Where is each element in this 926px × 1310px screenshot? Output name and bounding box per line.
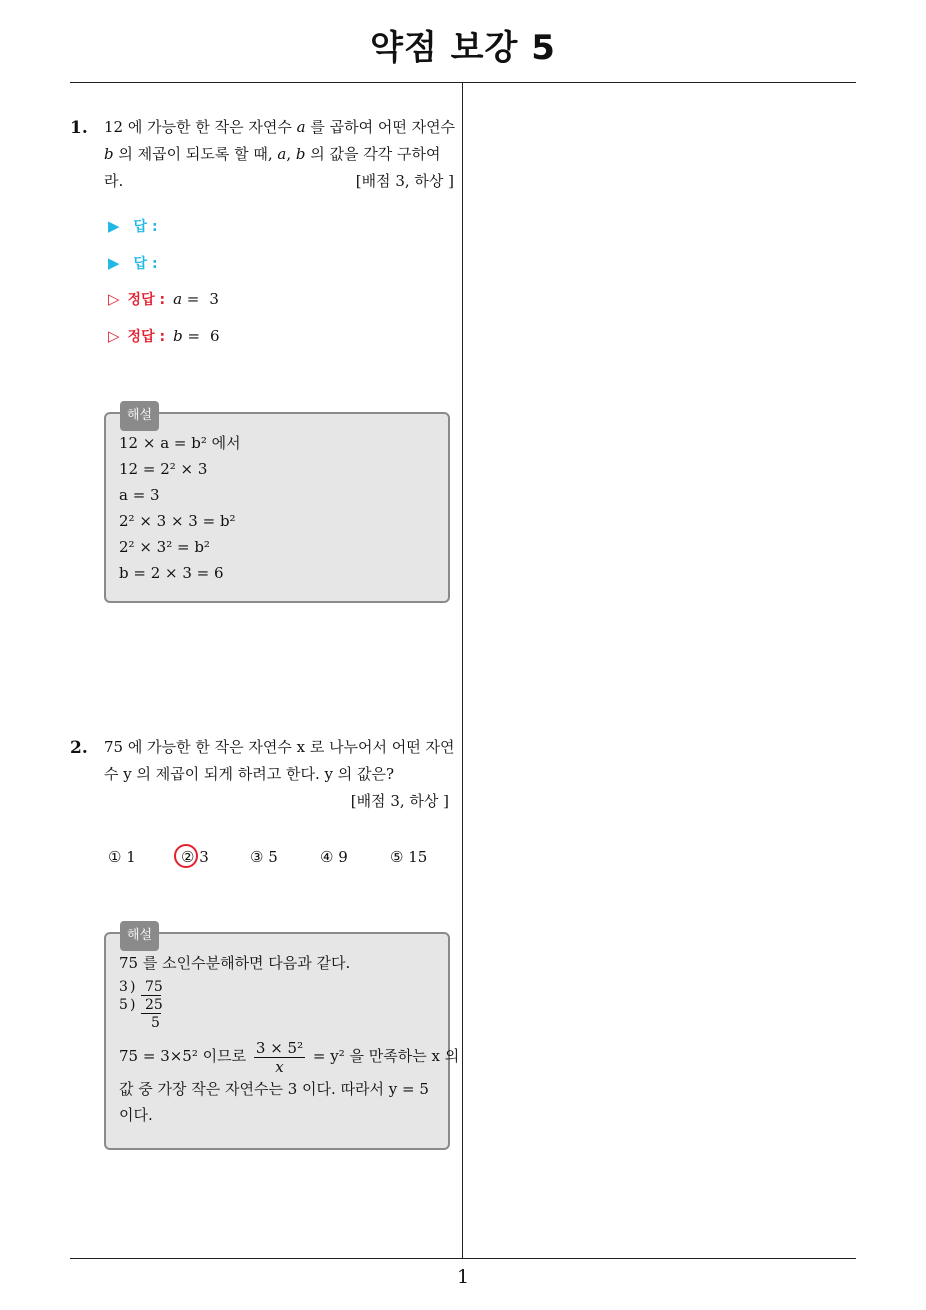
correct-answer-a — [108, 289, 219, 309]
choice-1[interactable]: ① 1 — [108, 848, 136, 866]
correct-var: b = — [173, 327, 201, 345]
correct-value: 6 — [210, 327, 220, 345]
explanation-line: a = 3 — [119, 486, 160, 504]
prime-factorization-ladder: 3 ) 75 5 ) 25 5 — [119, 979, 163, 1031]
explanation-line: 12 × a = b² 에서 — [119, 434, 241, 452]
play-triangle-icon: ▶ — [108, 217, 120, 235]
column-divider — [462, 82, 463, 1258]
page-title: 약점 보강 5 — [370, 28, 556, 68]
explanation-tag: 해설 — [120, 921, 159, 951]
explanation-box-2 — [104, 928, 460, 1150]
answer-label: 답 : — [133, 256, 158, 272]
explanation-equation: 75 = 3×5² 이므로 $\frac{\text{3 × 5²}}{x}$ = y² 을 만족하는 x 의 — [119, 1038, 460, 1076]
question-2-meta: [배점 3, 하상 ] — [350, 792, 449, 810]
page-number: 1 — [456, 1266, 470, 1288]
explanation-line: 2² × 3² = b² — [119, 538, 210, 556]
outline-triangle-icon: ▷ — [108, 327, 120, 345]
bottom-rule — [70, 1258, 856, 1259]
answer-field-1[interactable] — [108, 216, 158, 236]
question-2-text — [104, 734, 456, 788]
explanation-line: 이다. — [119, 1106, 153, 1124]
explanation-line: 12 = 2² × 3 — [119, 460, 208, 478]
outline-triangle-icon: ▷ — [108, 290, 120, 308]
question-2-number: 2. — [70, 738, 88, 758]
correct-answer-b — [108, 326, 220, 346]
fraction: $\frac{\text{3 × 5²}}{x}$ — [255, 1038, 304, 1076]
play-triangle-icon: ▶ — [108, 254, 120, 272]
question-2-line: 75 에 가능한 한 작은 자연수 x 로 나누어서 어떤 자연 — [104, 738, 455, 756]
explanation-tag: 해설 — [120, 401, 159, 431]
selected-circle-icon — [174, 844, 198, 868]
choice-4[interactable]: ④ 9 — [320, 848, 348, 866]
choice-2[interactable]: ② 3 — [181, 848, 209, 866]
question-1-meta: [배점 3, 하상 ] — [355, 172, 454, 190]
question-1-number: 1. — [70, 118, 88, 138]
correct-var: a = — [173, 290, 200, 308]
correct-value: 3 — [209, 290, 219, 308]
correct-label: 정답 : — [127, 329, 166, 345]
explanation-line: 2² × 3 × 3 = b² — [119, 512, 236, 530]
question-1-text: 12 에 가능한 한 작은 자연수 a 를 곱하여 어떤 자연수 b 의 제곱이 되도록 할 때, a, b 의 값을 각각 구하여라. — [104, 118, 456, 190]
explanation-line: 값 중 가장 작은 자연수는 3 이다. 따라서 y = 5 — [119, 1080, 429, 1098]
correct-label: 정답 : — [127, 292, 166, 308]
answer-label: 답 : — [133, 219, 158, 235]
explanation-line: 75 를 소인수분해하면 다음과 같다. — [119, 954, 351, 972]
choice-5[interactable]: ⑤ 15 — [390, 848, 428, 866]
explanation-line: b = 2 × 3 = 6 — [119, 564, 224, 582]
top-rule — [70, 82, 856, 83]
answer-field-2[interactable] — [108, 253, 158, 273]
choice-3[interactable]: ③ 5 — [250, 848, 278, 866]
question-2-line: 수 y 의 제곱이 되게 하려고 한다. y 의 값은? — [104, 765, 395, 783]
explanation-box-1 — [104, 408, 450, 603]
